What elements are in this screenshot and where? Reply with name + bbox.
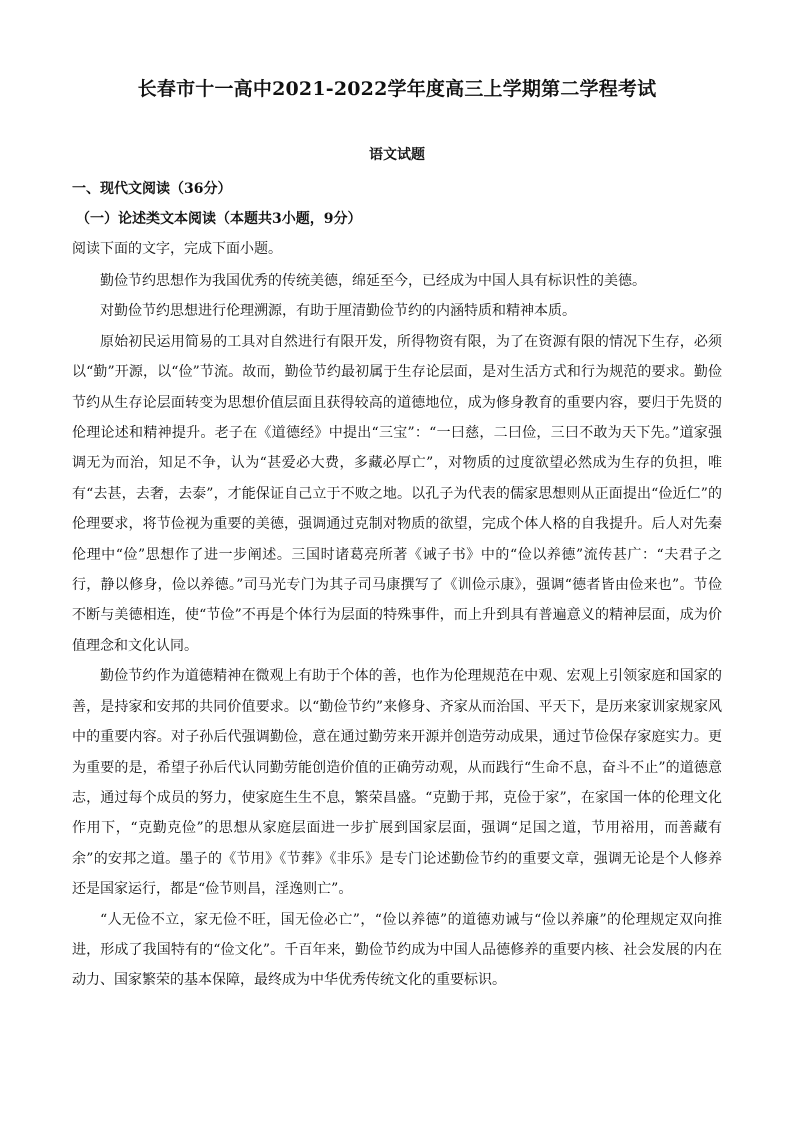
paragraph: 勤俭节约思想作为我国优秀的传统美德，绵延至今，已经成为中国人具有标识性的美德。 — [100, 273, 646, 289]
reading-instruction: 阅读下面的文字，完成下面小题。 — [72, 241, 282, 257]
subsection-heading-argumentative-text: （一）论述类文本阅读（本题共3小题，9分） — [76, 211, 362, 227]
subject-heading: 语文试题 — [369, 147, 425, 163]
paragraph: 勤俭节约作为道德精神在微观上有助于个体的善，也作为伦理规范在中观、宏观上引领家庭和国家的善，是持家和安邦的共同价值要求。以“勤俭节约”来修身、齐家从而治国、平天下，是历来家训家规家风中的重要内容。对子孙后代强调勤俭，意在通过勤劳来开源并创造劳动成果，通过节俭保存家庭实力。更为重要的是，希望子孙后代认同勤劳能创造价值的正确劳动观，从而践行“生命不息，奋斗不止”的道德意志，通过每个成员的努力，使家庭生生不息，繁荣昌盛。“克勤于邦，克俭于家”，在家国一体的伦理文化作用下，“克勤克俭”的思想从家庭层面进一步扩展到国家层面，强调“足国之道，节用裕用，而善藏有余”的安邦之道。墨子的《节用》《节葬》《非乐》是专门论述勤俭节约的重要文章，强调无论是个人修养还是国家运行，都是“俭节则昌，淫逸则亡”。 — [72, 668, 722, 898]
section-heading-modern-reading: 一、现代文阅读（36分） — [72, 181, 232, 197]
passage-body — [72, 266, 722, 996]
paragraph: “人无俭不立，家无俭不旺，国无俭必亡”，“俭以养德”的道德劝诫与“俭以养廉”的伦理规定双向推进，形成了我国特有的“俭文化”。千百年来，勤俭节约成为中国人品德修养的重要内核、社会发展的内在动力、国家繁荣的基本保障，最终成为中华优秀传统文化的重要标识。 — [72, 911, 722, 989]
paragraph: 对勤俭节约思想进行伦理溯源，有助于厘清勤俭节约的内涵特质和精神本质。 — [100, 303, 576, 320]
exam-title: 长春市十一高中2021-2022学年度高三上学期第二学程考试 — [137, 78, 657, 100]
paragraph: 原始初民运用简易的工具对自然进行有限开发，所得物资有限，为了在资源有限的情况下生存，必须以“勤”开源，以“俭”节流。故而，勤俭节约最初属于生存论层面，是对生活方式和行为规范的要求。勤俭节约从生存论层面转变为思想价值层面且获得较高的道德地位，成为修身教育的重要内容，要归于先贤的伦理论述和精神提升。老子在《道德经》中提出“三宝”：“一曰慈，二曰俭，三曰不敢为天下先。”道家强调无为而治，知足不争，认为“甚爱必大费，多藏必厚亡”，对物质的过度欲望必然成为生存的负担，唯有“去甚，去奢，去泰”，才能保证自己立于不败之地。以孔子为代表的儒家思想则从正面提出“俭近仁”的伦理要求，将节俭视为重要的美德，强调通过克制对物质的欲望，完成个体人格的自我提升。后人对先秦伦理中“俭”思想作了进一步阐述。三国时诸葛亮所著《诫子书》中的“俭以养德”流传甚广：“夫君子之行，静以修身，俭以养德。”司马光专门为其子司马康撰写了《训俭示康》，强调“德者皆由俭来也”。节俭不断与美德相连，使“节俭”不再是个体行为层面的特殊事件，而上升到具有普遍意义的精神层面，成为价值理念和文化认同。 — [72, 333, 722, 654]
